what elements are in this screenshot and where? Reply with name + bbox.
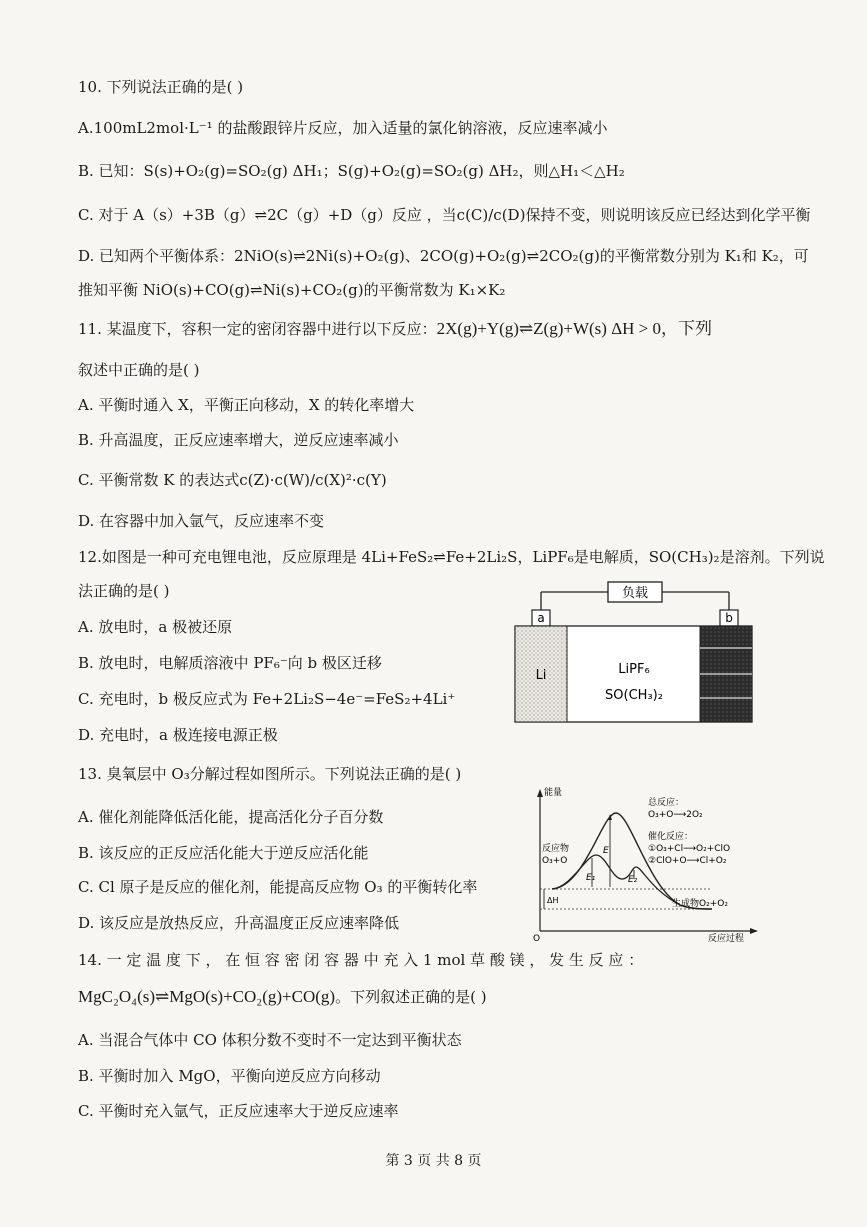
catalyzed-title: 催化反应： — [648, 832, 694, 842]
q10-option-a: A.100mL2mol·L⁻¹ 的盐酸跟锌片反应，加入适量的氯化钠溶液，反应速率减小 — [78, 119, 608, 137]
q14-option-a: A. 当混合气体中 CO 体积分数不变时不一定达到平衡状态 — [78, 1031, 462, 1049]
q14-option-b: B. 平衡时加入 MgO，平衡向逆反应方向移动 — [78, 1067, 381, 1085]
battery-diagram — [505, 578, 755, 726]
q11-stem-line2: 叙述中正确的是( ) — [78, 361, 200, 379]
q10-option-d-line1: D. 已知两个平衡体系：2NiO(s)⇌2Ni(s)+O₂(g)、2CO(g)+O₂(g)⇌2CO₂(g)的平衡常数分别为 K₁和 K₂，可 — [78, 247, 809, 265]
q12-option-c: C. 充电时，b 极反应式为 Fe+2Li₂S−4e⁻=FeS₂+4Li⁺ — [78, 690, 456, 708]
q11-stem-text: 11. 某温度下，容积一定的密闭容器中进行以下反应： — [78, 320, 437, 338]
q11-option-a: A. 平衡时通入 X，平衡正向移动，X 的转化率增大 — [78, 396, 415, 414]
solvent-label: SO(CH₃)₂ — [605, 688, 663, 703]
q14-equation: MgC₂O₄(s)⇌MgO(s)+CO₂(g)+CO(g) — [78, 987, 336, 1006]
terminal-a-label: a — [537, 611, 545, 625]
lithium-label: Li — [535, 668, 547, 683]
q13-option-c: C. Cl 原子是反应的催化剂，能提高反应物 O₃ 的平衡转化率 — [78, 878, 478, 896]
q11-option-b: B. 升高温度，正反应速率增大，逆反应速率减小 — [78, 431, 399, 449]
q13-option-b: B. 该反应的正反应活化能大于逆反应活化能 — [78, 844, 369, 862]
q11-option-c: C. 平衡常数 K 的表达式c(Z)·c(W)/c(X)²·c(Y) — [78, 471, 387, 489]
q11-option-d: D. 在容器中加入氩气，反应速率不变 — [78, 512, 325, 530]
reactant-formula: O₃+O — [542, 856, 568, 866]
q12-option-a: A. 放电时，a 极被还原 — [78, 618, 233, 636]
product-label: 生成物O₂+O₂ — [672, 899, 728, 909]
energy-diagram — [530, 783, 770, 943]
q11-stem-line1 — [78, 318, 712, 340]
q14-stem-line1: 14. 一 定 温 度 下 ， 在 恒 容 密 闭 容 器 中 充 入 1 mol 草 酸 镁 ， 发 生 反 应 ： — [78, 951, 644, 969]
x-axis-label: 反应过程 — [708, 934, 745, 943]
load-label: 负载 — [621, 586, 649, 601]
E2-label: E₂ — [628, 875, 638, 885]
reactant-label: 反应物 — [542, 844, 570, 854]
E1-label: E₁ — [586, 873, 596, 883]
q13-stem: 13. 臭氧层中 O₃分解过程如图所示。下列说法正确的是( ) — [78, 765, 462, 783]
q12-stem-line2: 法正确的是( ) — [78, 582, 170, 600]
q10-option-c: C. 对于 A（s）+3B（g）⇌2C（g）+D（g）反应 ，当c(C)/c(D)保持不变，则说明该反应已经达到化学平衡 — [78, 206, 811, 224]
q10-option-b: B. 已知：S(s)+O₂(g)=SO₂(g) ΔH₁；S(g)+O₂(g)=SO₂(g) ΔH₂，则△H₁＜△H₂ — [78, 162, 625, 180]
page-footer: 第 3 页 共 8 页 — [385, 1153, 482, 1169]
q11-equation: 2X(g)+Y(g)⇌Z(g)+W(s) ΔH > 0，下列 — [436, 319, 712, 338]
total-reaction-title: 总反应： — [648, 798, 685, 808]
q12-option-b: B. 放电时，电解质溶液中 PF₆⁻向 b 极区迁移 — [78, 654, 382, 672]
q12-option-d: D. 充电时，a 极连接电源正极 — [78, 726, 278, 744]
x-axis-arrow — [750, 928, 758, 934]
catalyzed-step2: ②ClO+O⟶Cl+O₂ — [648, 856, 727, 866]
y-axis-arrow — [537, 789, 543, 797]
E-label: E — [603, 846, 609, 856]
q13-option-d: D. 该反应是放热反应，升高温度正反应速率降低 — [78, 914, 400, 932]
q14-stem-line2 — [78, 986, 487, 1008]
dH-label: ΔH — [547, 896, 559, 905]
catalyzed-step1: ①O₃+Cl⟶O₂+ClO — [648, 844, 731, 854]
origin-label: O — [533, 934, 541, 943]
terminal-b-label: b — [725, 611, 733, 625]
q10-stem: 10. 下列说法正确的是( ) — [78, 78, 244, 96]
electrolyte-label: LiPF₆ — [618, 662, 650, 677]
q12-stem-line1: 12.如图是一种可充电锂电池，反应原理是 4Li+FeS₂⇌Fe+2Li₂S，LiPF₆是电解质，SO(CH₃)₂是溶剂。下列说 — [78, 548, 825, 566]
q14-option-c: C. 平衡时充入氩气，正反应速率大于逆反应速率 — [78, 1102, 399, 1120]
total-reaction-eq: O₃+O⟶2O₂ — [648, 810, 703, 820]
y-axis-label: 能量 — [544, 788, 563, 798]
q13-option-a: A. 催化剂能降低活化能，提高活化分子百分数 — [78, 808, 384, 826]
q10-option-d-line2: 推知平衡 NiO(s)+CO(g)⇌Ni(s)+CO₂(g)的平衡常数为 K₁×K₂ — [78, 281, 506, 299]
q14-stem-text: 。下列叙述正确的是( ) — [335, 988, 487, 1006]
